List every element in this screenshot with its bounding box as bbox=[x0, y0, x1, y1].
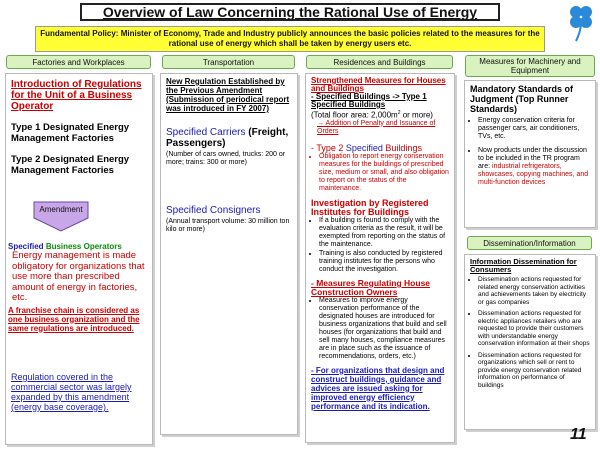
type2-label-a: - Type 2 bbox=[311, 142, 344, 153]
floor-area bbox=[311, 109, 449, 120]
intro-regulations: Introduction of Regulations for the Unit of a Business Operator bbox=[11, 79, 142, 112]
investigation-heading: Investigation by Registered Institutes for Buildings bbox=[311, 197, 429, 217]
header-transportation: Transportation bbox=[162, 55, 295, 69]
carriers-type: (Freight, Passengers) bbox=[166, 127, 289, 149]
specified-operators-block bbox=[8, 242, 150, 333]
investigation-item-2: • Training is also conducted by registered training institutes for the persons who conduct the investigation. bbox=[319, 250, 449, 274]
type2-label-b: Specified bbox=[345, 142, 383, 153]
header-machinery: Measures for Machinery and Equipment bbox=[465, 55, 595, 77]
design-construct-guidance: - For organizations that design and construct buildings, guidance and advices are issued asking for improved energy efficiency performance and its indication. bbox=[311, 365, 445, 411]
machinery-column bbox=[464, 80, 596, 228]
specified-carriers: Specified Carriers bbox=[166, 127, 246, 138]
dissemination-item-2: • Dissemination actions requested for electric appliances retailers who are requested to provide their customers with understandable energy conservation information at their shops bbox=[478, 310, 590, 348]
type2-factories: Type 2 Designated Energy Management Factories bbox=[11, 154, 130, 176]
floor-area-text: (Total floor area: 2,000m bbox=[311, 110, 398, 120]
dissemination-item-3: • Dissemination actions requested for organizations which sell or rent to provide energy conservation related information on performance of buildings bbox=[478, 352, 590, 390]
measures-house-owners: - Measures Regulating House Construction Owners bbox=[311, 277, 431, 297]
franchise-text: A franchise chain is considered as one business organization and the same regulations are introduced. bbox=[8, 305, 140, 333]
specified-label-b: Business Operators bbox=[45, 242, 122, 251]
strengthened-measures: Strengthened Measures for Houses and Buildings bbox=[311, 76, 446, 93]
carriers-detail: (Number of cars owned, trucks: 200 or more; trains: 300 or more) bbox=[166, 151, 286, 166]
dissemination-column bbox=[464, 254, 596, 430]
new-regulation: New Regulation Established by the Previous Amendment (Submission of periodical report was introduced in FY 2007) bbox=[166, 77, 290, 113]
residences-column bbox=[305, 73, 455, 443]
specified-operators-text: Energy management is made obligatory for organizations that use more than prescribed amount of energy in factories, etc. bbox=[12, 250, 145, 303]
header-dissemination: Dissemination/Information bbox=[467, 236, 592, 250]
header-residences: Residences and Buildings bbox=[306, 55, 453, 69]
floor-area-sup: 2 bbox=[397, 110, 401, 116]
clover-logo-icon bbox=[566, 3, 596, 43]
type2-detail: • Obligation to report energy conservation measures for the buildings of prescribed size, medium or small, and also obligation to report on the status of the maintenance. bbox=[319, 153, 449, 193]
coverage-text: Regulation covered in the commercial sector was largely expanded by this amendment (energy base coverage). bbox=[11, 372, 132, 412]
machinery-item-2 bbox=[478, 147, 590, 187]
specified-label-a: Specified bbox=[8, 242, 44, 251]
type2-heading bbox=[311, 143, 449, 153]
type2-label-c: Buildings bbox=[385, 142, 422, 153]
machinery-item-2a: Now products under the discussion to be included in the TR program are: bbox=[478, 147, 587, 170]
penalty-orders: → Addition of Penalty and Issuance of Orders bbox=[317, 119, 436, 135]
page-title: Overview of Law Concerning the Rational Use of Energy bbox=[80, 3, 500, 21]
transportation-column bbox=[160, 73, 298, 435]
machinery-item-2c: multi-function devices bbox=[478, 179, 546, 186]
specified-consigners: Specified Consigners bbox=[166, 205, 261, 216]
dissemination-title: Information Dissemination for Consumers bbox=[470, 257, 577, 274]
machinery-item-2b: industrial refrigerators, showcases, copying machines, and bbox=[478, 163, 589, 178]
type1-factories: Type 1 Designated Energy Management Factories bbox=[11, 122, 130, 144]
mandatory-standards: Mandatory Standards of Judgment (Top Runner Standards) bbox=[470, 84, 574, 114]
page-number: 11 bbox=[570, 426, 587, 443]
header-factories: Factories and Workplaces bbox=[6, 55, 151, 69]
consigners-detail: (Annual transport volume: 30 million ton kilo or more) bbox=[166, 218, 290, 233]
machinery-item-1: • Energy conservation criteria for passenger cars, air conditioners, TVs, etc. bbox=[478, 117, 590, 141]
measures-house-detail: • Measures to improve energy conservation performance of the designated houses are introduced for business organizations that build and sell houses (for organizations that build and sell many houses, compliance measures are in place such as the issuance of recommendations, orders, etc.) bbox=[319, 297, 449, 361]
investigation-item-1: • If a building is found to comply with the evaluation criteria as the result, it will be exempted from reporting on the status of the maintenance. bbox=[319, 217, 449, 249]
dissemination-item-1: • Dissemination actions requested for related energy conservation activities and achievements taken by electricity or gas companies bbox=[478, 276, 590, 306]
specified-buildings: - Specified Buildings -> Type 1 Specified Buildings bbox=[311, 92, 427, 109]
fundamental-policy: Fundamental Policy: Minister of Economy, Trade and Industry publicly announces the basic policies related to the measures for the rational use of energy which shall be taken by energy users etc. bbox=[35, 26, 545, 52]
amendment-label: Amendment bbox=[39, 205, 83, 214]
floor-area-end: or more) bbox=[400, 110, 433, 120]
